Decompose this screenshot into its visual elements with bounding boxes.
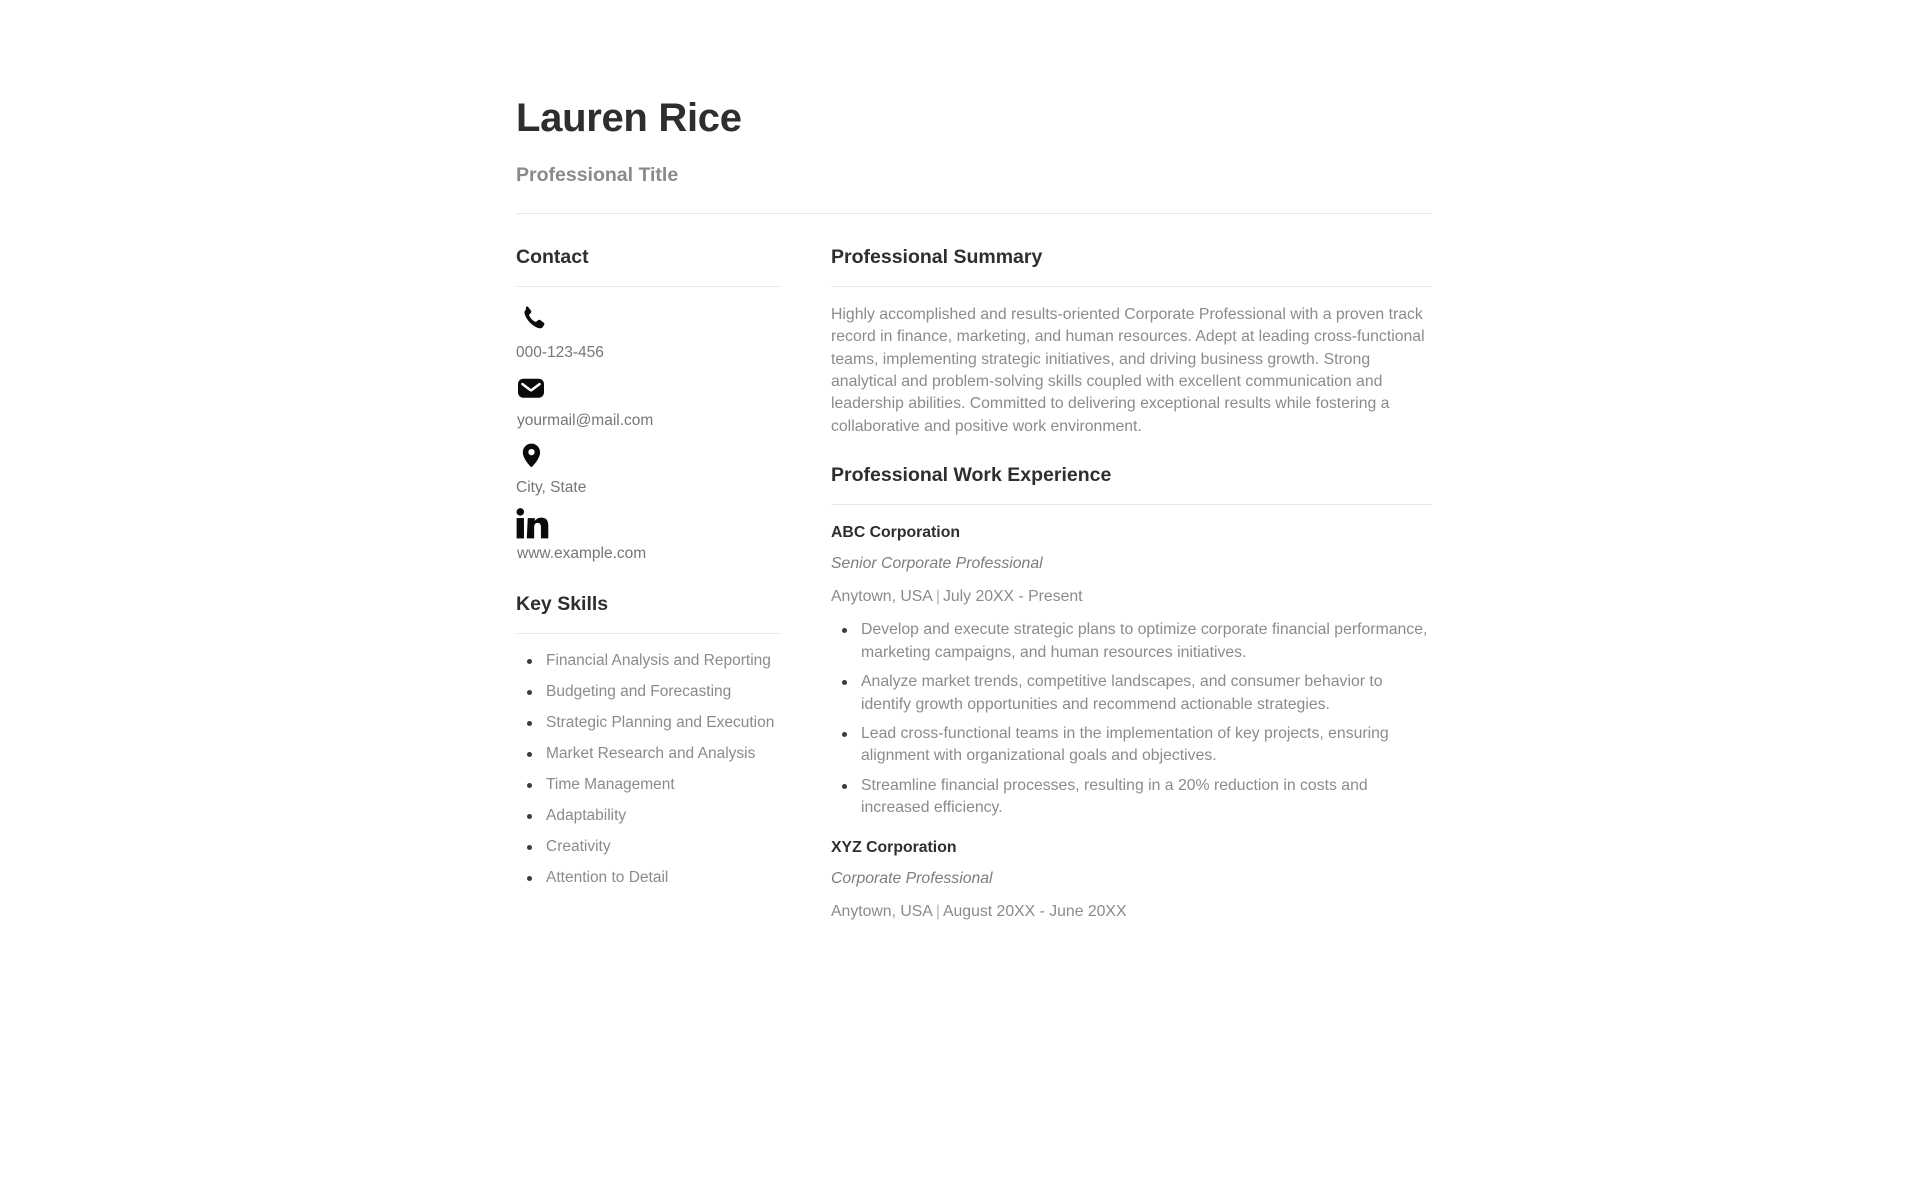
contact-location-value: City, State — [516, 478, 587, 496]
job-company: ABC Corporation — [831, 523, 960, 541]
contact-section — [516, 245, 781, 564]
candidate-name: Lauren Rice — [516, 96, 742, 140]
job-dates: August 20XX - June 20XX — [942, 902, 1127, 920]
email-icon — [516, 373, 781, 403]
main-column — [831, 245, 1432, 922]
job-location: Anytown, USA — [831, 587, 933, 605]
professional-summary-text: Highly accomplished and results-oriented Corporate Professional with a proven track record in finance, marketing, and human resources. Adept at leading cross-functional teams, implementing strategic initiatives, and driving business growth. Strong analytical and problem-solving skills coupled with excellent communication and leadership abilities. Committed to delivering exceptional results while fostering a collaborative and positive work environment. — [831, 305, 1425, 435]
contact-heading: Contact — [516, 246, 589, 269]
job-dates: July 20XX - Present — [942, 587, 1083, 605]
phone-icon — [516, 304, 781, 334]
linkedin-icon — [516, 508, 781, 538]
list-item: Analyze market trends, competitive landscapes, and consumer behavior to identify growth opportunities and recommend actionable strategies. — [831, 671, 1432, 716]
list-item: Financial Analysis and Reporting — [516, 650, 781, 672]
contact-item-linkedin[interactable] — [516, 508, 781, 565]
contact-item-location[interactable] — [516, 441, 781, 499]
contact-divider — [516, 286, 781, 287]
list-item: Strategic Planning and Execution — [516, 712, 781, 734]
resume-columns — [516, 245, 1432, 922]
header-divider — [516, 213, 1432, 214]
job-meta — [831, 902, 1432, 923]
list-item: Lead cross-functional teams in the implementation of key projects, ensuring alignment with organizational goals and objectives. — [831, 723, 1432, 768]
contact-list — [516, 304, 781, 565]
list-item: Attention to Detail — [516, 867, 781, 889]
key-skills-heading: Key Skills — [516, 593, 609, 616]
list-item: Time Management — [516, 774, 781, 796]
professional-summary-divider — [831, 286, 1432, 287]
contact-phone-value: 000-123-456 — [516, 343, 604, 361]
job-role: Corporate Professional — [831, 870, 993, 888]
list-item: Market Research and Analysis — [516, 743, 781, 765]
job-location: Anytown, USA — [831, 902, 933, 920]
job-meta-separator: | — [935, 902, 940, 920]
list-item: Adaptability — [516, 805, 781, 827]
sidebar-column — [516, 245, 781, 897]
work-experience-heading: Professional Work Experience — [831, 464, 1112, 487]
professional-summary-heading: Professional Summary — [831, 246, 1043, 269]
key-skills-list — [516, 650, 781, 889]
job-role: Senior Corporate Professional — [831, 555, 1043, 573]
contact-linkedin-value: www.example.com — [517, 544, 647, 562]
contact-item-phone[interactable] — [516, 304, 781, 364]
contact-item-email[interactable] — [516, 373, 781, 432]
contact-email-value: yourmail@mail.com — [517, 411, 654, 429]
work-experience-divider — [831, 504, 1432, 505]
list-item: Streamline financial processes, resulting in a 20% reduction in costs and increased efficiency. — [831, 775, 1432, 820]
list-item: Develop and execute strategic plans to optimize corporate financial performance, marketing campaigns, and human resources initiatives. — [831, 619, 1432, 664]
job-bullets — [831, 619, 1432, 819]
job-meta-separator: | — [935, 587, 940, 605]
resume-header — [516, 0, 1432, 214]
job-company: XYZ Corporation — [831, 838, 957, 856]
resume-sheet — [516, 0, 1432, 922]
professional-summary-section — [831, 245, 1432, 438]
candidate-professional-title: Professional Title — [516, 164, 679, 186]
job-entry — [831, 523, 1432, 820]
key-skills-section — [516, 592, 781, 888]
key-skills-divider — [516, 633, 781, 634]
job-meta — [831, 587, 1432, 608]
list-item: Creativity — [516, 836, 781, 858]
list-item: Budgeting and Forecasting — [516, 681, 781, 703]
location-pin-icon — [516, 441, 781, 471]
work-experience-section — [831, 463, 1432, 922]
job-entry — [831, 838, 1432, 923]
